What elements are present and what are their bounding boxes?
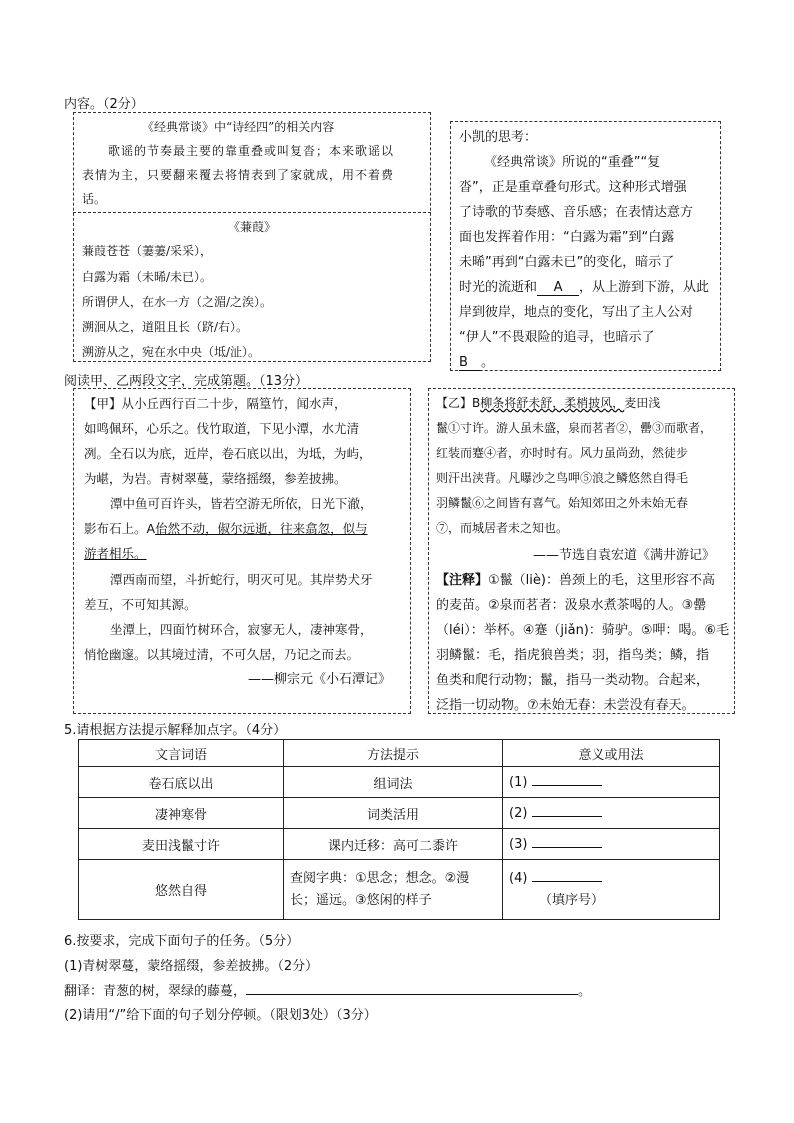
yi-note-line: （léi）：举杯。④蹇（jiǎn)：骑驴。⑤呷：喝。⑥毛 xyxy=(436,623,730,638)
jia-line: 差互，不可知其源。 xyxy=(84,597,197,612)
poem-line: 白露为霜（未晞/未已）。 xyxy=(82,270,213,284)
yi-label: 【乙】 xyxy=(436,396,473,410)
phrase-cell: 悠然自得 xyxy=(79,860,284,920)
xiaokai-line: 《经典常谈》所说的“重叠”“复 xyxy=(484,155,661,170)
box1-para-line: 歌谣的节奏最主要的靠重叠或叫复沓；本来歌谣以 xyxy=(108,144,395,158)
yi-line: 则汗出浃背。凡曝沙之鸟呷⑤浪之鳞悠然自得毛 xyxy=(436,471,689,485)
q6-sub2: (2)请用“/”给下面的句子划分停顿。（限划3处）（3分） xyxy=(64,1008,377,1023)
poem-line: 溯洄从之，道阻且长（跻/右）。 xyxy=(82,320,249,334)
box1-para-line: 表情为主，只要翻来覆去将情表到了家就成，用不着费 xyxy=(82,168,395,182)
jia-line: 如鸣佩环，心乐之。伐竹取道，下见小潭，水尤清 xyxy=(84,421,360,436)
jia-line-with-a: 影布石上。A佁然不动，俶尔远逝，往来翕忽，似与 xyxy=(84,521,368,536)
xiaokai-line: 沓”，正是重章叠句形式。这种形式增强 xyxy=(459,180,687,195)
jia-line: 为嵁，为岩。青树翠蔓，蒙络摇缀，参差披拂。 xyxy=(84,471,347,486)
poem-line: 蒹葭苍苍（萋萋/采采）， xyxy=(82,244,213,258)
phrase-cell: 麦田浅鬣寸许 xyxy=(79,829,284,860)
q5-table xyxy=(78,739,720,920)
xiaokai-line: 了诗歌的节奏感、音乐感；在表情达意方 xyxy=(459,205,694,220)
poem-line: 溯游从之，宛在水中央（坻/沚）。 xyxy=(82,345,261,359)
hint-cell: 组词法 xyxy=(284,767,503,798)
mark-b: B xyxy=(472,396,481,410)
yi-line: 红装而蹇④者，亦时时有。风力虽尚劲，然徒步 xyxy=(436,446,689,460)
box1-para-line: 话。 xyxy=(82,192,107,206)
yi-line: ⑦，而城居者未之知也。 xyxy=(436,521,569,535)
xiaokai-line: 面也发挥着作用：“白露为霜”到“白露 xyxy=(459,230,675,245)
hint-cell: 查阅字典：①思念；想念。②漫 长；遥远。③悠闲的样子 xyxy=(284,860,503,920)
jia-line: 悄怆幽邃。以其境过清，不可久居，乃记之而去。 xyxy=(84,647,360,662)
jia-line: 潭西南而望，斗折蛇行，明灭可见。其岸势犬牙 xyxy=(110,572,373,587)
yi-note-line: 的麦苗。②泉而茗者：汲泉水煮茶喝的人。③罍 xyxy=(436,598,707,613)
yi-line: 【乙】B柳条将舒未舒，柔梢披风，麦田浅 xyxy=(436,396,661,410)
hint-cell: 词类活用 xyxy=(284,798,503,829)
reading-heading: 阅读甲、乙两段文字，完成第题。（13分） xyxy=(64,374,309,389)
blank-a[interactable]: A xyxy=(537,280,579,296)
jia-line: 坐潭上，四面竹树环合，寂寥无人，凄神寒骨， xyxy=(110,622,373,637)
answer-cell[interactable]: (4) （填序号） xyxy=(503,860,720,920)
answer-cell[interactable]: (1) xyxy=(503,767,720,798)
translation-blank[interactable] xyxy=(246,994,578,995)
xiaokai-line: “伊人”不畏艰险的追寻，也暗示了 xyxy=(459,330,655,345)
table-row xyxy=(79,829,720,860)
poem-line: 所谓伊人，在水一方（之湄/之涘）。 xyxy=(82,295,273,309)
blank-b[interactable]: B xyxy=(459,355,481,371)
notes-label: 【注释】 xyxy=(436,573,489,588)
yi-note-line: 泛指一切动物。⑦未始无春：未尝没有春天。 xyxy=(436,698,695,713)
q6-sub1: (1)青树翠蔓，蒙络摇缀，参差披拂。（2分） xyxy=(64,959,319,974)
header-meaning: 意义或用法 xyxy=(503,740,720,767)
translation-line: 翻译：青葱的树，翠绿的藤蔓， 。 xyxy=(64,984,592,999)
jia-source: ——柳宗元《小石潭记》 xyxy=(248,672,392,687)
table-row xyxy=(79,767,720,798)
table-row xyxy=(79,860,720,920)
yi-note-line: 鱼类和爬行动物；鬣，指马一类动物。合起来， xyxy=(436,673,710,688)
answer-cell[interactable]: (3) xyxy=(503,829,720,860)
jia-line: 游者相乐。 xyxy=(84,546,147,561)
jia-line: 潭中鱼可百许头，皆若空游无所依，日光下澈， xyxy=(110,496,373,511)
box-divider xyxy=(73,212,431,213)
phrase-cell: 卷石底以出 xyxy=(79,767,284,798)
header-phrase: 文言词语 xyxy=(79,740,284,767)
q6-title: 6.按要求，完成下面句子的任务。（5分） xyxy=(64,934,300,949)
yi-note-line: 羽鳞鬣：毛，指虎狼兽类；羽，指鸟类；鳞，指 xyxy=(436,648,710,663)
jia-label: 【甲】 xyxy=(84,396,122,411)
answer-cell[interactable]: (2) xyxy=(503,798,720,829)
jia-line: 【甲】从小丘西行百二十步，隔篁竹，闻水声， xyxy=(84,396,347,411)
phrase-cell: 凄神寒骨 xyxy=(79,798,284,829)
xiaokai-line-blank-b: B 。 xyxy=(459,355,495,370)
yi-note-line: 【注释】①鬣（liè)：兽颈上的毛，这里形容不高 xyxy=(436,573,715,588)
jia-line: 冽。全石以为底，近岸，卷石底以出，为坻，为屿， xyxy=(84,446,372,461)
intro-line: 内容。（2分） xyxy=(64,97,144,112)
yi-line: 鬣①寸许。游人虽未盛，泉而茗者②，罍③而歌者， xyxy=(436,421,713,435)
xiaokai-line: 岸到彼岸，地点的变化，写出了主人公对 xyxy=(459,305,694,320)
yi-source: ——节选自袁宏道《满井游记》 xyxy=(533,548,716,563)
xiaokai-title: 小凯的思考： xyxy=(459,130,538,145)
table-row xyxy=(79,798,720,829)
box1-header: 《经典常谈》中“诗经四”的相关内容 xyxy=(142,120,335,134)
mark-a: A xyxy=(146,521,156,536)
xiaokai-line: 未晞”再到“白露未已”的变化，暗示了 xyxy=(459,255,675,270)
q5-title: 5.请根据方法提示解释加点字。（4分） xyxy=(64,723,287,738)
poem-title: 《蒹葭》 xyxy=(228,220,277,234)
yi-line: 羽鳞鬣⑥之间皆有喜气。始知郊田之外未始无春 xyxy=(436,496,689,510)
header-hint: 方法提示 xyxy=(284,740,503,767)
hint-cell: 课内迁移：高可二黍许 xyxy=(284,829,503,860)
xiaokai-line-with-blank: 时光的流逝和 A ，从上游到下游，从此 xyxy=(459,280,710,295)
